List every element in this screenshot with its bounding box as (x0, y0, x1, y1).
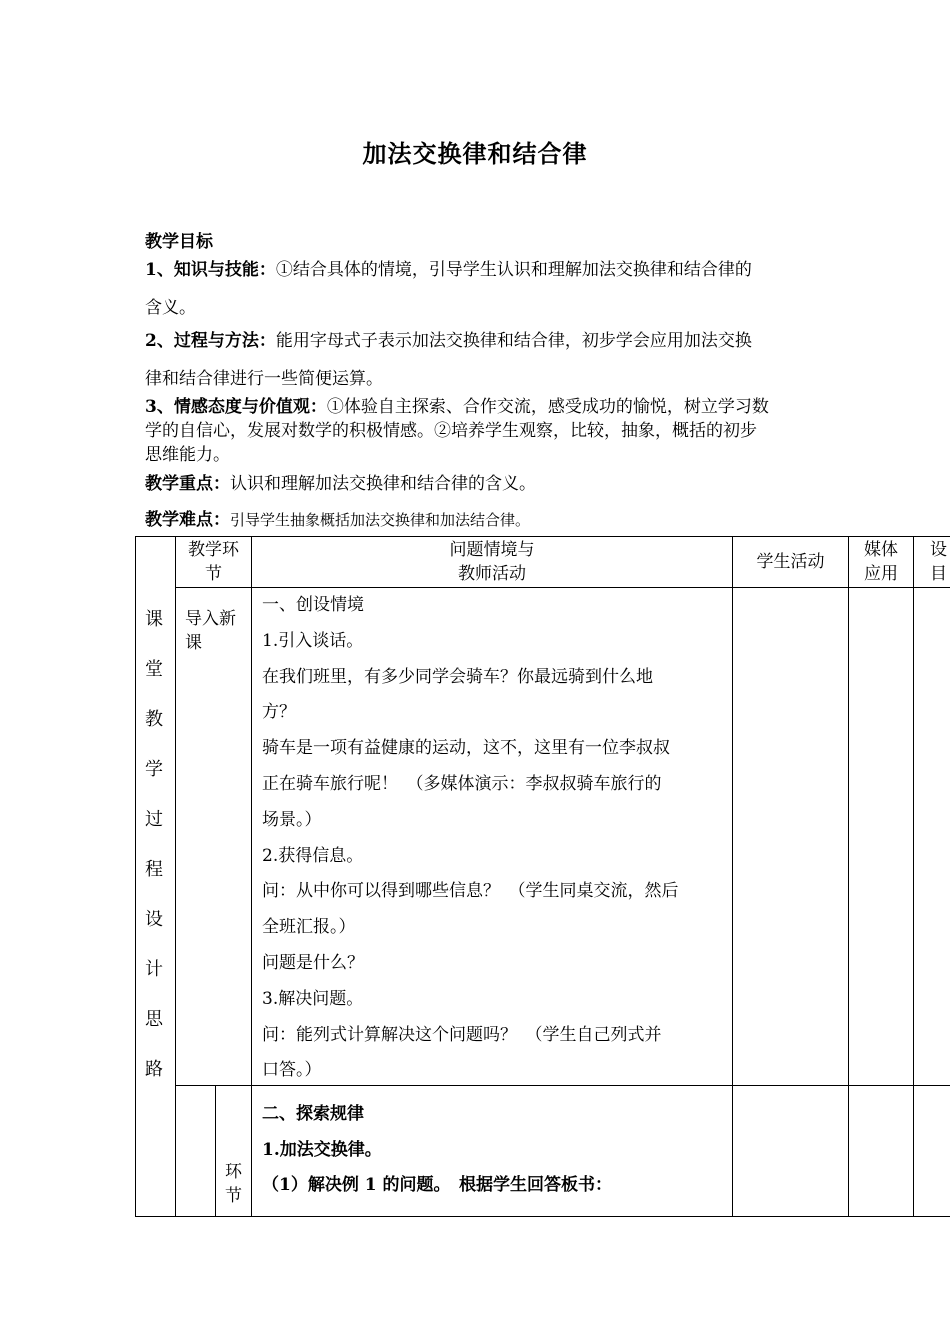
section2-stage-l1: 环 (225, 1162, 242, 1182)
side-char: 教 (145, 709, 163, 730)
content-line: （1）解决例 1 的问题。 根据学生回答板书： (262, 1175, 612, 1195)
goal-1-label: 1、知识与技能： (145, 260, 276, 280)
side-char: 课 (145, 609, 163, 630)
difficulty-label: 教学难点： (145, 510, 230, 530)
content-line: 2.获得信息。 (262, 845, 364, 866)
teaching-key-point (145, 469, 820, 494)
side-char: 路 (145, 1059, 163, 1080)
goal-3-text-cont: 学的自信心，发展对数学的积极情感。②培养学生观察，比较，抽象，概括的初步 (145, 421, 757, 441)
difficulty-text: 引导学生抽象概括加法交换律和加法结合律。 (230, 511, 531, 529)
header-student-text: 学生活动 (756, 552, 825, 572)
content-line: 全班汇报。） (262, 917, 356, 938)
content-line: 1.引入谈话。 (262, 630, 364, 651)
content-line: 在我们班里，有多少同学会骑车？你最远骑到什么地 (262, 666, 653, 687)
content-line: 问题是什么？ (262, 952, 364, 973)
header-media-l1: 媒体 (864, 540, 898, 560)
goal-1-text-cont: 含义。 (145, 298, 196, 318)
key-point-label: 教学重点： (145, 474, 230, 494)
content-line: 一、创设情境 (262, 595, 364, 615)
header-problem-l1: 问题情境与 (449, 540, 535, 560)
section1-stage-l1: 导入新 (185, 609, 236, 629)
goal-3-label: 3、情感态度与价值观： (145, 397, 327, 417)
section2-content (262, 1097, 728, 1204)
header-student (733, 550, 848, 574)
side-char: 计 (145, 959, 163, 980)
content-line: 1.加法交换律。 (262, 1139, 382, 1160)
section2-stage-l2: 节 (225, 1186, 242, 1206)
header-stage (176, 538, 251, 586)
content-line: 口答。） (262, 1060, 322, 1081)
process-side-label (140, 605, 168, 1105)
key-point-text: 认识和理解加法交换律和结合律的含义。 (230, 474, 536, 494)
table-divider (251, 536, 252, 1217)
side-char: 堂 (145, 659, 163, 680)
goal-knowledge-skills (145, 251, 820, 327)
goal-2-text-cont: 律和结合律进行一些简便运算。 (145, 369, 383, 389)
section1-stage-l2: 课 (185, 633, 202, 653)
header-stage-l1: 教学环 (188, 540, 239, 560)
content-line: 方？ (262, 702, 296, 723)
content-line: 骑车是一项有益健康的运动，这不，这里有一位李叔叔 (262, 738, 670, 759)
side-char: 设 (145, 909, 163, 930)
side-char: 过 (145, 809, 163, 830)
goal-3-text: ①体验自主探索、合作交流，感受成功的愉悦，树立学习数 (326, 397, 769, 417)
section1-content (262, 588, 728, 1089)
header-problem-l2: 教师活动 (458, 564, 526, 584)
table-divider (732, 536, 733, 1217)
section2-stage (216, 1160, 251, 1208)
content-line: 3.解决问题。 (262, 988, 364, 1009)
header-media (849, 538, 913, 586)
content-line: 问：从中你可以得到哪些信息？ （学生同桌交流，然后 (262, 881, 679, 902)
table-divider (175, 536, 176, 1217)
goals-heading: 教学目标 (145, 232, 213, 252)
header-stage-l2: 节 (205, 564, 222, 584)
header-design-l1: 设 (930, 540, 947, 560)
header-problem (252, 538, 732, 586)
section1-stage (185, 607, 251, 655)
header-design (930, 538, 950, 586)
side-char: 思 (145, 1009, 163, 1030)
table-divider (848, 536, 849, 1217)
goal-1-text: ①结合具体的情境，引导学生认识和理解加法交换律和结合律的 (275, 260, 752, 280)
goal-attitude-values (145, 395, 820, 467)
content-line: 二、探索规律 (262, 1104, 364, 1124)
goal-process-method (145, 322, 820, 398)
table-divider (913, 536, 914, 1217)
content-line: 场景。） (262, 809, 322, 830)
goal-3-text-end: 思维能力。 (145, 445, 230, 465)
page-title: 加法交换律和结合律 (362, 139, 588, 168)
goal-2-text: 能用字母式子表示加法交换律和结合律，初步学会应用加法交换 (275, 331, 752, 351)
side-char: 学 (145, 759, 163, 780)
content-line: 正在骑车旅行呢！ （多媒体演示：李叔叔骑车旅行的 (262, 773, 662, 794)
goal-2-label: 2、过程与方法： (145, 331, 276, 351)
header-design-l2: 目 (930, 564, 947, 584)
teaching-difficulty (145, 505, 820, 530)
content-line: 问：能列式计算解决这个问题吗？ （学生自己列式并 (262, 1024, 662, 1045)
header-media-l2: 应用 (864, 564, 898, 584)
side-char: 程 (145, 859, 163, 880)
